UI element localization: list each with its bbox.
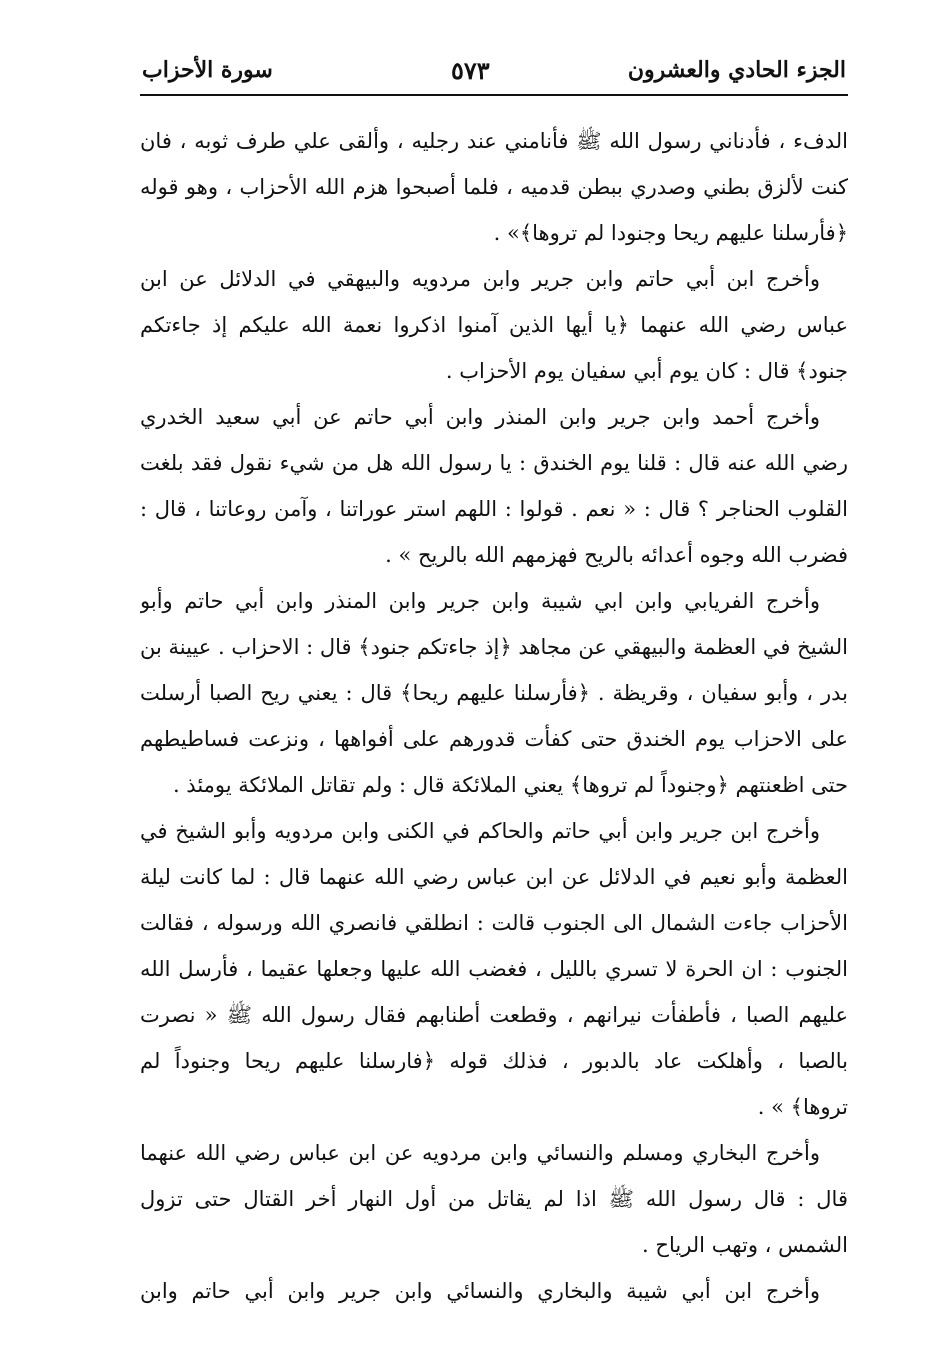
text-line: الشمس ، وتهب الرياح . (642, 1233, 848, 1257)
text-line: الشيخ في العظمة والبيهقي عن مجاهد ﴿إذ جاءتكم جنود﴾ قال : الاحزاب . عيينة بن (140, 635, 848, 659)
text-line: الأحزاب جاءت الشمال الى الجنوب قالت : انطلقي فانصري الله ورسوله ، فقالت (140, 911, 848, 935)
text-line: وأخرج البخاري ومسلم والنسائي وابن مردويه عن ابن عباس رضي الله عنهما (140, 1141, 820, 1165)
text-line: ﴿فأرسلنا عليهم ريحا وجنودا لم تروها﴾» . (493, 221, 848, 245)
text-line: بدر ، وأبو سفيان ، وقريظة . ﴿فأرسلنا عليهم ريحا﴾ قال : يعني ريح الصبا أرسلت (140, 681, 848, 705)
text-line: حتى اظعنتهم ﴿وجنوداً لم تروها﴾ يعني الملائكة قال : ولم تقاتل الملائكة يومئذ . (172, 773, 848, 797)
text-line: رضي الله عنه قال : قلنا يوم الخندق : يا رسول الله هل من شيء نقول فقد بلغت (140, 451, 848, 475)
text-line: كنت لألزق بطني وصدري ببطن قدميه ، فلما أصبحوا هزم الله الأحزاب ، وهو قوله (140, 175, 848, 199)
header-surah-title: سورة الأحزاب (142, 57, 273, 83)
text-line: القلوب الحناجر ؟ قال : « نعم . قولوا : اللهم استر عوراتنا ، وآمن روعاتنا ، قال : (140, 497, 848, 521)
text-line: عباس رضي الله عنهما ﴿يا أيها الذين آمنوا اذكروا نعمة الله عليكم إذ جاءتكم (140, 313, 848, 337)
text-line: على الاحزاب يوم الخندق حتى كفأت قدورهم على أفواهها ، ونزعت فساطيطهم (140, 727, 848, 751)
text-line: وأخرج الفريابي وابن ابي شيبة وابن جرير وابن المنذر وابن أبي حاتم وأبو (140, 589, 820, 613)
text-line: تروها﴾ » . (757, 1095, 848, 1119)
text-line: وأخرج ابن أبي شيبة والبخاري والنسائي وابن جرير وابن أبي حاتم وابن (140, 1279, 820, 1303)
text-line: جنود﴾ قال : كان يوم أبي سفيان يوم الأحزاب . (445, 359, 848, 383)
text-line: فضرب الله وجوه أعدائه بالريح فهزمهم الله بالريح » . (385, 543, 848, 567)
document-page (140, 48, 848, 1314)
text-line: وأخرج أحمد وابن جرير وابن المنذر وابن أبي حاتم عن أبي سعيد الخدري (140, 405, 820, 429)
text-line: قال : قال رسول الله ﷺ اذا لم يقاتل من أول النهار أخر القتال حتى تزول (140, 1187, 848, 1211)
text-body (140, 118, 848, 1314)
text-line: الدفء ، فأدناني رسول الله ﷺ فأنامني عند رجليه ، وألقى علي طرف ثوبه ، فان (140, 129, 848, 153)
text-line: بالصبا ، وأهلكت عاد بالدبور ، فذلك قوله ﴿فارسلنا عليهم ريحا وجنوداً لم (140, 1049, 848, 1073)
text-line: العظمة وأبو نعيم في الدلائل عن ابن عباس رضي الله عنهما قال : لما كانت ليلة (140, 865, 848, 889)
header-divider (140, 94, 848, 96)
header-part-title: الجزء الحادي والعشرون (627, 57, 846, 83)
text-line: وأخرج ابن أبي حاتم وابن جرير وابن مردويه والبيهقي في الدلائل عن ابن (140, 267, 820, 291)
text-line: الجنوب : ان الحرة لا تسري بالليل ، فغضب الله عليها وجعلها عقيما ، فأرسل الله (140, 957, 848, 981)
running-header (140, 48, 848, 92)
text-line: عليهم الصبا ، فأطفأت نيرانهم ، وقطعت أطنابهم فقال رسول الله ﷺ « نصرت (140, 1003, 848, 1027)
page-number: ٥٧٣ (451, 55, 490, 85)
text-line: وأخرج ابن جرير وابن أبي حاتم والحاكم في الكنى وابن مردويه وأبو الشيخ في (140, 819, 820, 843)
